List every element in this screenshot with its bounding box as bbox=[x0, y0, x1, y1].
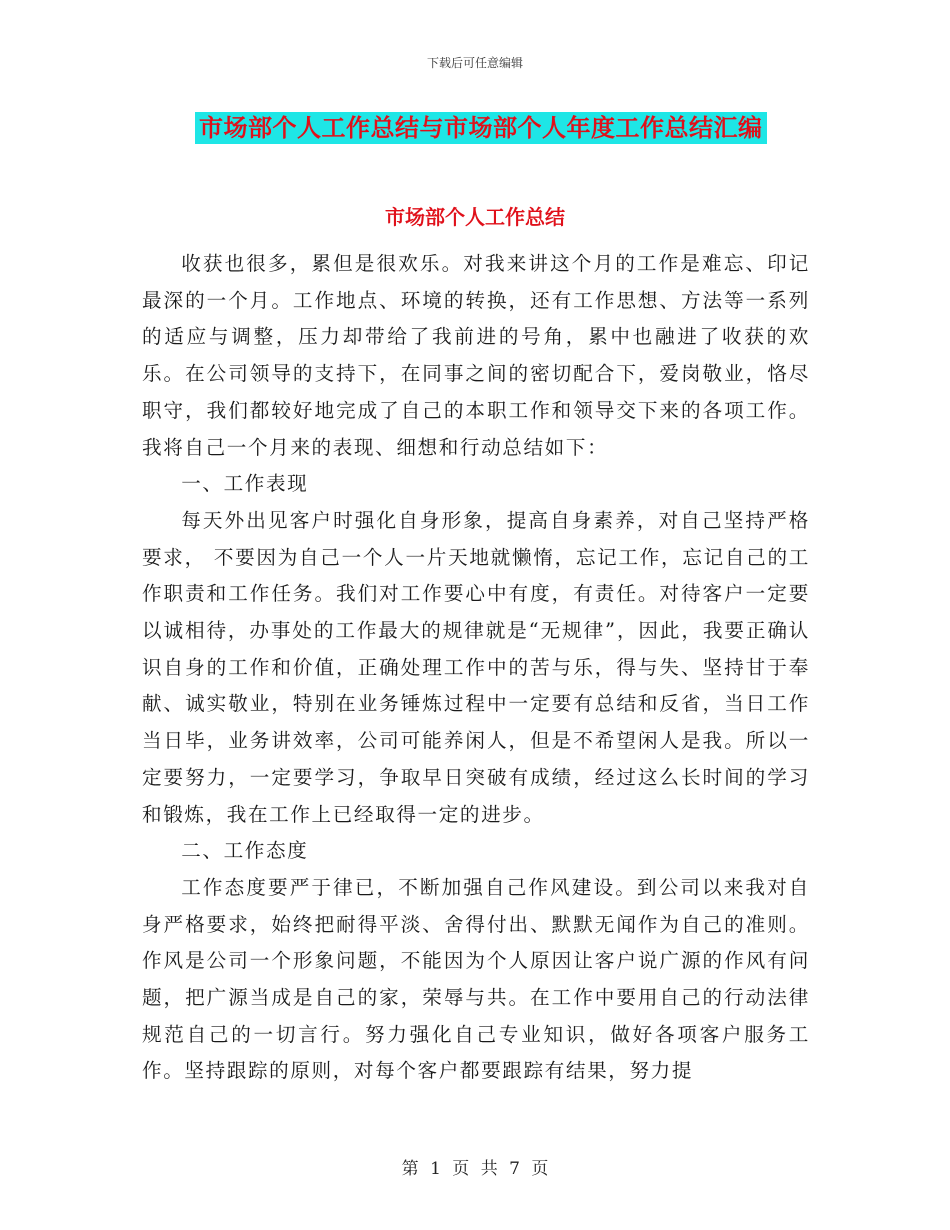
section-title: 市场部个人工作总结 bbox=[385, 205, 565, 229]
section-heading-work-performance: 一、工作表现 bbox=[181, 472, 309, 496]
header-note: 下载后可任意编辑 bbox=[426, 56, 523, 70]
body-paragraph: 每天外出见客户时强化自身形象，提高自身素养，对自己坚持严格要求， 不要因为自己一个人一片天地就懒惰，忘记工作，忘记自己的工作职责和工作任务。我们对工作要心中有度，有责任。对待客户一定要以诚相待，办事处的工作最大的规律就是“无规律”，因此，我要正确认识自身的工作和价值，正确处理工作中的苦与乐，得与失、坚持甘于奉献、诚实敬业，特别在业务锤炼过程中一定要有总结和反省，当日工作当日毕，业务讲效率，公司可能养闲人，但是不希望闲人是我。所以一定要努力，一定要学习，争取早日突破有成绩，经过这么长时间的学习和锻炼，我在工作上已经取得一定的进步。 bbox=[142, 508, 810, 826]
body-paragraph: 工作态度要严于律已，不断加强自己作风建设。到公司以来我对自身严格要求，始终把耐得平淡、舍得付出、默默无闻作为自己的准则。作风是公司一个形象问题，不能因为个人原因让客户说广源的作风有问题，把广源当成是自己的家，荣辱与共。在工作中要用自己的行动法律规范自己的一切言行。努力强化自己专业知识，做好各项客户服务工作。坚持跟踪的原则，对每个客户都要跟踪有结果，努力提 bbox=[142, 875, 810, 1083]
section-heading-work-attitude: 二、工作态度 bbox=[181, 839, 309, 863]
page-number-footer: 第 1 页 共 7 页 bbox=[401, 1159, 549, 1179]
body-paragraph: 收获也很多，累但是很欢乐。对我来讲这个月的工作是难忘、印记最深的一个月。工作地点、环境的转换，还有工作思想、方法等一系列的适应与调整，压力却带给了我前进的号角，累中也融进了收获的欢乐。在公司领导的支持下，在同事之间的密切配合下，爱岗敬业，恪尽职守，我们都较好地完成了自己的本职工作和领导交下来的各项工作。我将自己一个月来的表现、细想和行动总结如下： bbox=[142, 252, 810, 459]
document-title: 市场部个人工作总结与市场部个人年度工作总结汇编 bbox=[195, 112, 767, 144]
document-body bbox=[142, 246, 810, 1090]
